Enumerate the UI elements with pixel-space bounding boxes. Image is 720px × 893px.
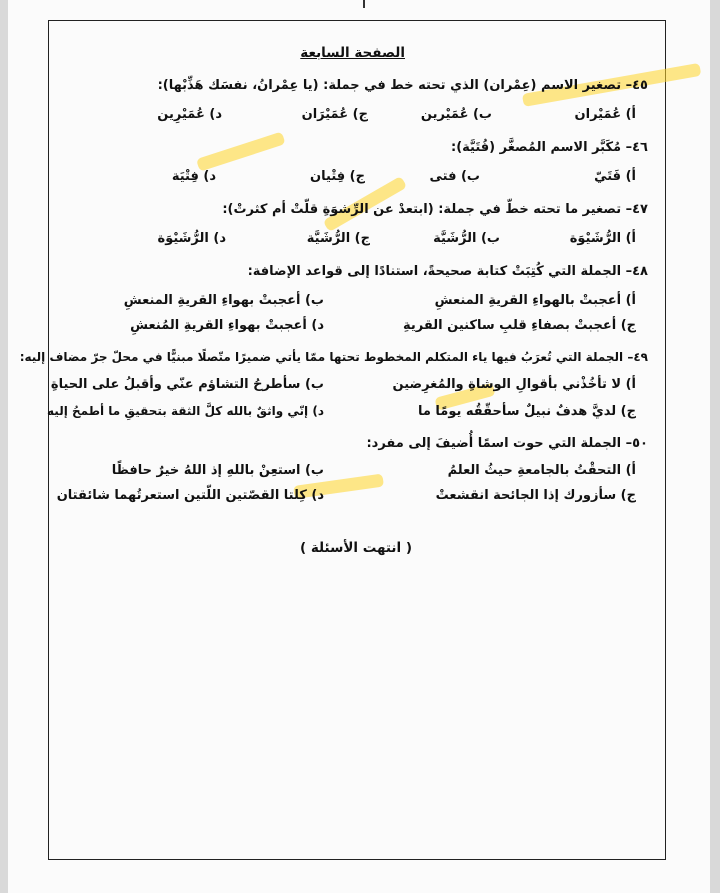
question-45-stem: ٤٥– تصغير الاسم (عِمْران) الذي تحته خط في جملة: (يا عِمْرانُ، نفسَك هَذِّبْها): — [157, 78, 648, 93]
question-46-option-b: ب) فتى — [429, 169, 480, 184]
question-50-option-c: ج) سأزورك إذا الجائحة انقشعتْ — [435, 488, 636, 503]
question-47-option-a: أ) الرُّشَيْوَة — [569, 231, 636, 246]
question-47-option-b: ب) الرُّشَيَّة — [433, 231, 500, 246]
question-48-option-c: ج) أعجبتْ بصفاءِ قلبِ ساكنين القريةِ — [403, 318, 636, 333]
top-mark — [363, 0, 371, 8]
question-48-option-a: أ) أعجبتْ بالهواءِ القريةِ المنعشِ — [434, 293, 636, 308]
question-45-option-c: ج) عُمَيْرَان — [301, 107, 368, 122]
question-47-stem: ٤٧– تصغير ما تحته خطّ في جملة: (ابتعدْ عن الرِّشوَةِ قلّتْ أم كثرتْ): — [222, 202, 648, 217]
question-46-stem: ٤٦– مُكَبَّر الاسم المُصغَّر (فُتَيَّة): — [451, 140, 648, 155]
question-46-option-c: ج) فِتْيان — [310, 169, 365, 184]
question-46-option-d: د) فِتْيَة — [171, 169, 216, 184]
question-48-option-d: د) أعجبتْ بهواءِ القريةِ المُنعشِ — [130, 318, 324, 333]
question-48-stem: ٤٨– الجملة التي كُتِبَتْ كتابة صحيحةً، استنادًا إلى قواعد الإضافة: — [247, 264, 648, 279]
question-49-option-a: أ) لا تأخُذْني بأقوالِ الوشاةِ والمُغرِضين — [392, 377, 636, 392]
question-45-option-a: أ) عُمَيْران — [574, 107, 636, 122]
end-note: ( انتهت الأسئلة ) — [299, 540, 412, 556]
question-50-option-b: ب) استعِنْ باللهِ إذ اللهُ خيرٌ حافظًا — [111, 463, 324, 478]
question-47-option-c: ج) الرُّشَيَّة — [306, 231, 370, 246]
question-49-option-b: ب) سأطرحُ التشاؤم عنّي وأقبلُ على الحياةِ — [50, 377, 324, 392]
question-50-stem: ٥٠– الجملة التي حوت اسمًا أُضيفَ إلى مفرد: — [366, 436, 648, 451]
exam-sheet — [8, 0, 710, 893]
question-45-option-b: ب) عُمَيْرين — [420, 107, 492, 122]
page-title: الصفحة السابعة — [300, 45, 405, 61]
question-46-option-a: أ) فَتَيّ — [594, 169, 636, 184]
question-49-option-c: ج) لديَّ هدفٌ نبيلٌ سأحقّقُه يومًا ما — [417, 404, 636, 419]
question-49-stem: ٤٩– الجملة التي تُعرَبُ فيها ياء المتكلم المخطوط تحتها ممّا يأتي ضميرًا متّصلًا مبنيًّا في محلّ جرّ مضاف إليه: — [19, 350, 648, 364]
question-48-option-b: ب) أعجبتْ بهواءِ القريةِ المنعشِ — [123, 293, 324, 308]
question-49-option-d: د) إنّي واثقٌ بالله كلَّ الثقة بتحقيقِ ما أطمحُ إليه — [47, 404, 324, 418]
question-45-option-d: د) عُمَيْرِين — [157, 107, 222, 122]
question-47-option-d: د) الرُّشَيْوَة — [157, 231, 226, 246]
question-50-option-a: أ) التحقْتُ بالجامعةِ حيثُ العلمُ — [447, 463, 636, 478]
question-50-option-d: د) كِلتا القصّتين اللّتين استعرتُهما شائقتان — [56, 488, 324, 503]
